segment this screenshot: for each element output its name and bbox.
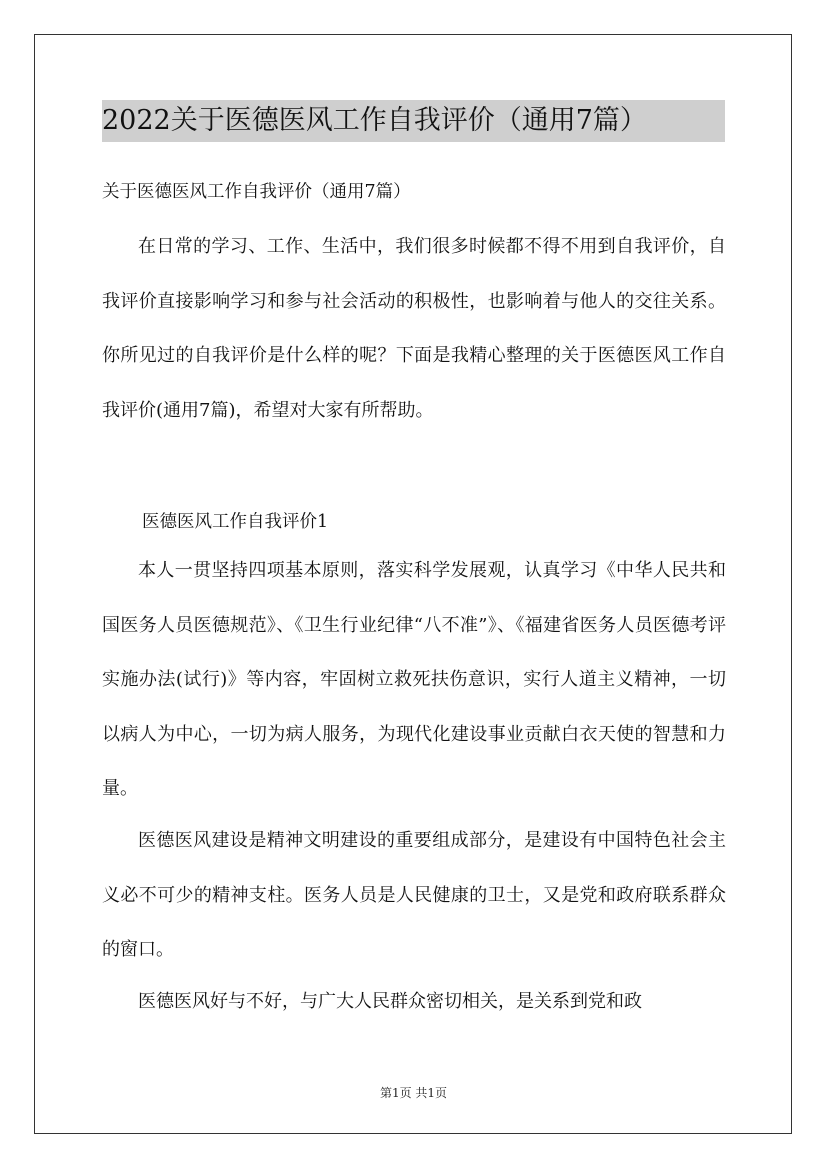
body-paragraph-2: 医德医风建设是精神文明建设的重要组成部分，是建设有中国特色社会主义必不可少的精神支柱。医务人员是人民健康的卫士，又是党和政府联系群众的窗口。: [102, 830, 726, 960]
document-subtitle: 关于医德医风工作自我评价（通用7篇）: [102, 182, 411, 202]
intro-paragraph: 在日常的学习、工作、生活中，我们很多时候都不得不用到自我评价，自我评价直接影响学习和参与社会活动的积极性，也影响着与他人的交往关系。你所见过的自我评价是什么样的呢？下面是我精心整理的关于医德医风工作自我评价(通用7篇)，希望对大家有所帮助。: [102, 236, 726, 421]
document-title: 2022关于医德医风工作自我评价（通用7篇）: [102, 105, 647, 136]
body-paragraph-3: 医德医风好与不好，与广大人民群众密切相关，是关系到党和政: [138, 991, 642, 1012]
section-heading: 医德医风工作自我评价1: [142, 512, 329, 532]
page-footer: 第1页 共1页: [379, 1086, 448, 1100]
body-paragraph-1: 本人一贯坚持四项基本原则，落实科学发展观，认真学习《中华人民共和国医务人员医德规范》、《卫生行业纪律“八不准”》、《福建省医务人员医德考评实施办法(试行)》等内容，牢固树立救死扶伤意识，实行人道主义精神，一切以病人为中心，一切为病人服务，为现代化建设事业贡献白衣天使的智慧和力量。: [102, 560, 726, 799]
